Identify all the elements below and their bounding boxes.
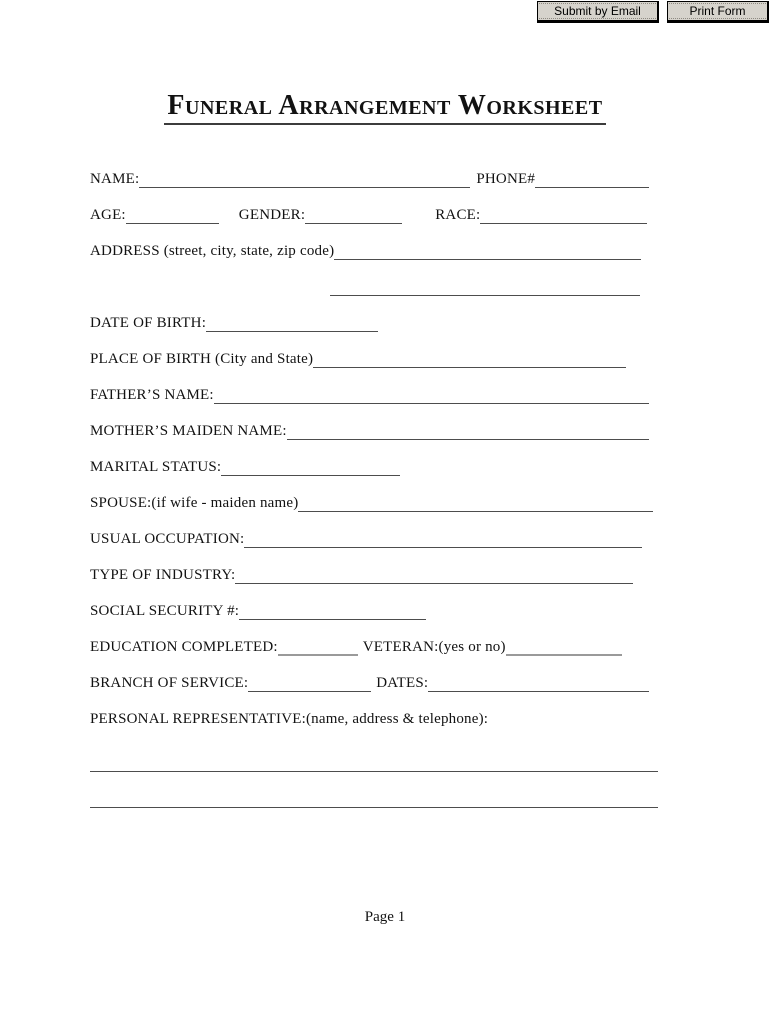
- spouse-field-line[interactable]: [298, 497, 653, 512]
- phone-label: PHONE#: [476, 171, 536, 187]
- worksheet-form: [90, 160, 668, 816]
- place-of-birth-label: PLACE OF BIRTH (City and State): [90, 351, 314, 367]
- spouse-label: SPOUSE:(if wife - maiden name): [90, 495, 299, 511]
- gender-label: GENDER:: [238, 207, 306, 223]
- personal-representative-line-1-field-line[interactable]: [90, 757, 658, 772]
- veteran-field-line[interactable]: [506, 640, 622, 656]
- form-row: [90, 448, 668, 484]
- form-row: [90, 700, 668, 736]
- name-label: NAME:: [90, 171, 140, 187]
- form-row: [90, 232, 668, 268]
- fathers-name-label: FATHER’S NAME:: [90, 387, 214, 403]
- date-of-birth-field-line[interactable]: [206, 317, 378, 332]
- form-row: [90, 484, 668, 520]
- form-row: [90, 664, 668, 700]
- form-row: [90, 412, 668, 448]
- veteran-label: VETERAN:(yes or no): [362, 639, 506, 655]
- name-field-line[interactable]: [139, 173, 470, 188]
- race-label: RACE:: [435, 207, 481, 223]
- race-field-line[interactable]: [480, 209, 647, 224]
- address-field-line[interactable]: [334, 245, 641, 260]
- phone-field-line[interactable]: [535, 173, 649, 188]
- form-row: [90, 780, 668, 816]
- address-line-2-field-line[interactable]: [330, 281, 640, 296]
- form-row: [90, 744, 668, 780]
- mothers-maiden-name-field-line[interactable]: [287, 425, 649, 440]
- type-of-industry-field-line[interactable]: [235, 569, 633, 584]
- form-row: [90, 340, 668, 376]
- print-form-button[interactable]: Print Form: [667, 1, 769, 23]
- branch-of-service-field-line[interactable]: [248, 677, 371, 692]
- type-of-industry-label: TYPE OF INDUSTRY:: [90, 567, 236, 583]
- age-field-line[interactable]: [126, 209, 219, 224]
- mothers-maiden-name-label: MOTHER’S MAIDEN NAME:: [90, 423, 287, 439]
- personal-representative-label: PERSONAL REPRESENTATIVE:(name, address & telephone):: [90, 711, 489, 727]
- dates-label: DATES:: [376, 675, 429, 691]
- form-row: [90, 268, 668, 304]
- social-security-label: SOCIAL SECURITY #:: [90, 603, 240, 619]
- place-of-birth-field-line[interactable]: [313, 353, 626, 368]
- date-of-birth-label: DATE OF BIRTH:: [90, 315, 207, 331]
- fathers-name-field-line[interactable]: [214, 389, 649, 404]
- age-label: AGE:: [90, 207, 126, 223]
- address-label: ADDRESS (street, city, state, zip code): [90, 243, 335, 259]
- form-row: [90, 160, 668, 196]
- marital-status-label: MARITAL STATUS:: [90, 459, 222, 475]
- education-completed-label: EDUCATION COMPLETED:: [90, 639, 278, 655]
- form-title: Funeral Arrangement Worksheet: [164, 90, 605, 125]
- form-row: [90, 376, 668, 412]
- gender-field-line[interactable]: [305, 209, 402, 224]
- personal-representative-line-2-field-line[interactable]: [90, 793, 658, 808]
- title-wrap: [0, 90, 770, 125]
- form-row: [90, 628, 668, 664]
- usual-occupation-field-line[interactable]: [244, 533, 642, 548]
- education-completed-field-line[interactable]: [278, 640, 358, 656]
- page-number: Page 1: [364, 909, 406, 925]
- form-row: [90, 592, 668, 628]
- usual-occupation-label: USUAL OCCUPATION:: [90, 531, 245, 547]
- form-row: [90, 556, 668, 592]
- branch-of-service-label: BRANCH OF SERVICE:: [90, 675, 249, 691]
- dates-field-line[interactable]: [428, 677, 649, 692]
- social-security-field-line[interactable]: [239, 605, 426, 620]
- form-row: [90, 304, 668, 340]
- marital-status-field-line[interactable]: [221, 461, 400, 476]
- form-row: [90, 520, 668, 556]
- submit-by-email-button[interactable]: Submit by Email: [537, 1, 659, 23]
- form-row: [90, 196, 668, 232]
